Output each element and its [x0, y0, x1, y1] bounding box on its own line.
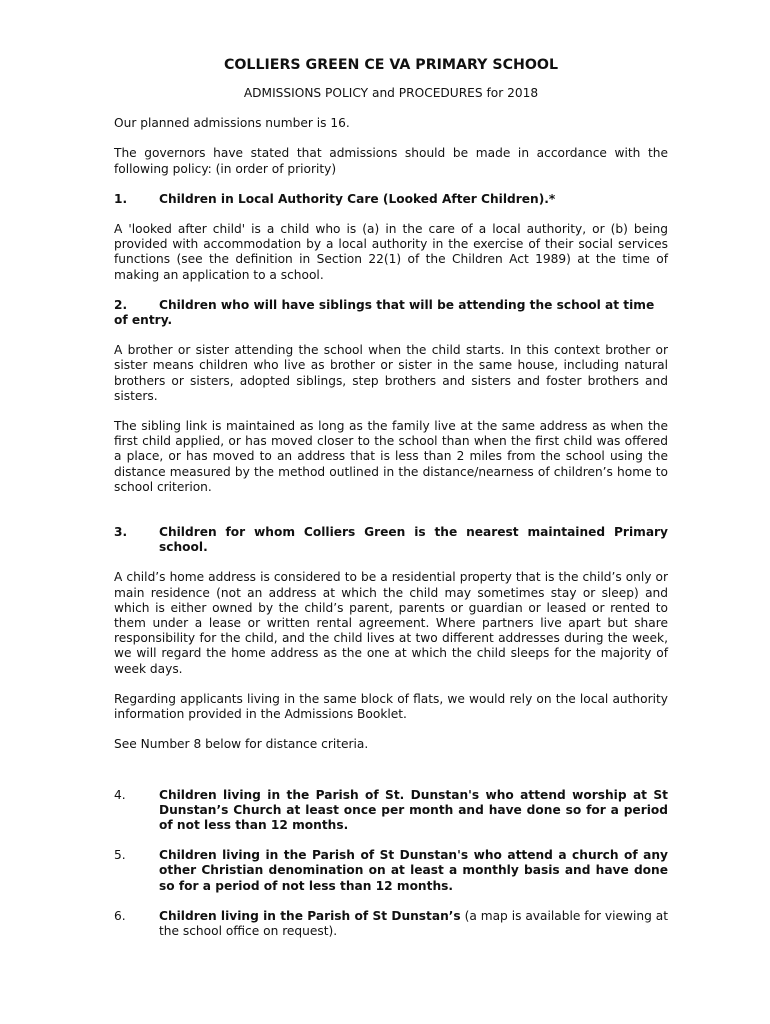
document-page — [114, 56, 668, 954]
section-5-text: Children living in the Parish of St Dunstan's who attend a church of any other Christian denomination on at least a monthly basis and have done so for a period of not less than 12 months. — [159, 848, 668, 893]
section-6-text — [159, 909, 668, 939]
section-4-number: 4. — [114, 787, 126, 802]
section-6-bold-text: Children living in the Parish of St Dunstan’s — [159, 908, 461, 923]
governors-statement: The governors have stated that admissions should be made in accordance with the following policy: (in order of priority) — [114, 146, 668, 176]
section-3-heading — [114, 525, 668, 555]
section-3-body-1: A child’s home address is considered to be a residential property that is the child’s only or main residence (not an address at which the child may sometimes stay or sleep) and which is either owned by the child’s parent, parents or guardian or leased or rented to them under a lease or written rental agreement. Where partners live apart but share responsibility for the child, and the child lives at two different addresses during the week, we will regard the home address as the one at which the child sleeps for the majority of week days. — [114, 570, 668, 676]
section-2-title: Children who will have siblings that will be attending the school at time of entry. — [114, 297, 655, 328]
section-5-item — [114, 848, 668, 894]
section-5-number: 5. — [114, 848, 126, 863]
document-title: COLLIERS GREEN CE VA PRIMARY SCHOOL — [223, 57, 559, 73]
section-6-number: 6. — [114, 908, 126, 923]
section-4-text: Children living in the Parish of St. Dunstan's who attend worship at St Dunstan’s Church at least once per month and have done so for a period of not less than 12 months. — [159, 787, 668, 832]
section-2-body-2: The sibling link is maintained as long as the family live at the same address as when the first child applied, or has moved closer to the school than when the first child was offered a place, or has moved to an address that is less than 2 miles from the school using the distance measured by the method outlined in the distance/nearness of children’s home to school criterion. — [114, 419, 668, 494]
section-2-body-1: A brother or sister attending the school when the child starts. In this context brother or sister means children who live as brother or sister in the same house, including natural brothers or sisters, adopted siblings, step brothers and sisters and foster brothers and sisters. — [114, 343, 668, 403]
document-subtitle: ADMISSIONS POLICY and PROCEDURES for 2018 — [243, 86, 539, 100]
admissions-number-text: Our planned admissions number is 16. — [114, 116, 350, 131]
section-2-heading — [114, 298, 668, 328]
section-6-item — [114, 909, 668, 939]
section-3-body-2: Regarding applicants living in the same block of flats, we would rely on the local authority information provided in the Admissions Booklet. — [114, 691, 668, 722]
section-1-heading — [114, 192, 668, 207]
section-1-body: A 'looked after child' is a child who is (a) in the care of a local authority, or (b) being provided with accommodation by a local authority in the exercise of their social services functions (see the definition in Section 22(1) of the Children Act 1989) at the time of making an application to a school. — [114, 222, 668, 282]
section-2-number: 2. — [114, 297, 128, 312]
section-1-number: 1. — [114, 191, 128, 206]
section-3-number: 3. — [114, 525, 128, 540]
section-4-item — [114, 788, 668, 834]
section-1-title: Children in Local Authority Care (Looked After Children).* — [159, 191, 556, 206]
section-3-body-3: See Number 8 below for distance criteria. — [114, 737, 369, 752]
section-6-rest-text: (a map is available for viewing at the school office on request). — [159, 908, 668, 938]
section-3-title: Children for whom Colliers Green is the nearest maintained Primary school. — [159, 525, 668, 555]
